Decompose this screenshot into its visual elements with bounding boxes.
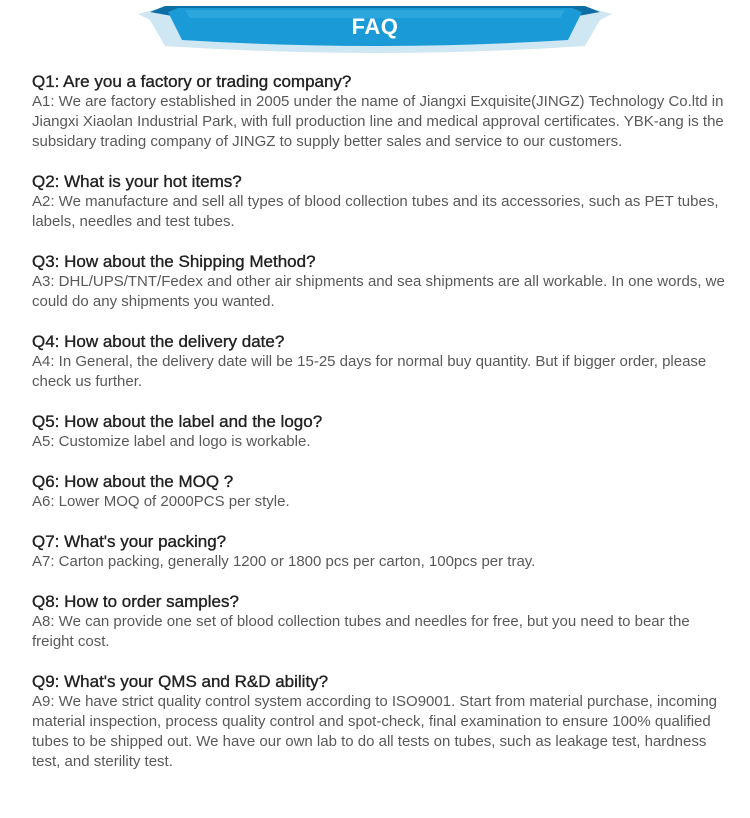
faq-item-4: [32, 332, 732, 392]
faq-answer: A5: Customize label and logo is workable.: [32, 433, 311, 450]
faq-item-9: [32, 672, 732, 772]
faq-question: Q7: What's your packing?: [32, 532, 227, 551]
faq-item-2: [32, 172, 732, 232]
faq-answer: A4: In General, the delivery date will be 15-25 days for normal buy quantity. But if bigger order, please check us further.: [32, 353, 707, 390]
faq-answer: A9: We have strict quality control system according to ISO9001. Start from material purchase, incoming material inspection, process quality control and spot-check, final examination to ensure 100% qualified tubes to be shipped out. We have our own lab to do all tests on tubes, such as leakage test, hardness test, and sterility test.: [32, 693, 718, 770]
faq-question: Q1: Are you a factory or trading company?: [32, 72, 352, 91]
faq-question: Q8: How to order samples?: [32, 592, 239, 611]
faq-list: [32, 72, 732, 792]
faq-item-3: [32, 252, 732, 312]
faq-item-8: [32, 592, 732, 652]
faq-question: Q5: How about the label and the logo?: [32, 412, 323, 431]
faq-item-6: [32, 472, 732, 512]
faq-answer: A6: Lower MOQ of 2000PCS per style.: [32, 493, 290, 510]
faq-question: Q3: How about the Shipping Method?: [32, 252, 316, 271]
faq-answer: A7: Carton packing, generally 1200 or 1800 pcs per carton, 100pcs per tray.: [32, 553, 536, 570]
faq-question: Q9: What's your QMS and R&D ability?: [32, 672, 329, 691]
faq-question: Q4: How about the delivery date?: [32, 332, 285, 351]
faq-item-7: [32, 532, 732, 572]
faq-question: Q6: How about the MOQ ?: [32, 472, 234, 491]
faq-item-5: [32, 412, 732, 452]
faq-answer: A2: We manufacture and sell all types of blood collection tubes and its accessories, such as PET tubes, labels, needles and test tubes.: [32, 193, 719, 230]
page-title: FAQ: [351, 14, 399, 39]
faq-item-1: [32, 72, 732, 152]
faq-answer: A3: DHL/UPS/TNT/Fedex and other air shipments and sea shipments are all workable. In one words, we could do any shipments you wanted.: [32, 273, 725, 310]
faq-answer: A8: We can provide one set of blood collection tubes and needles for free, but you need to bear the freight cost.: [32, 613, 690, 650]
faq-question: Q2: What is your hot items?: [32, 172, 242, 191]
faq-answer: A1: We are factory established in 2005 under the name of Jiangxi Exquisite(JINGZ) Technology Co.ltd in Jiangxi Xiaolan Industrial Park, with full production line and medical approval certificates. YBK-ang is the subsidary trading company of JINGZ to supply better sales and service to our customers.: [32, 93, 724, 150]
faq-banner: [0, 0, 750, 60]
